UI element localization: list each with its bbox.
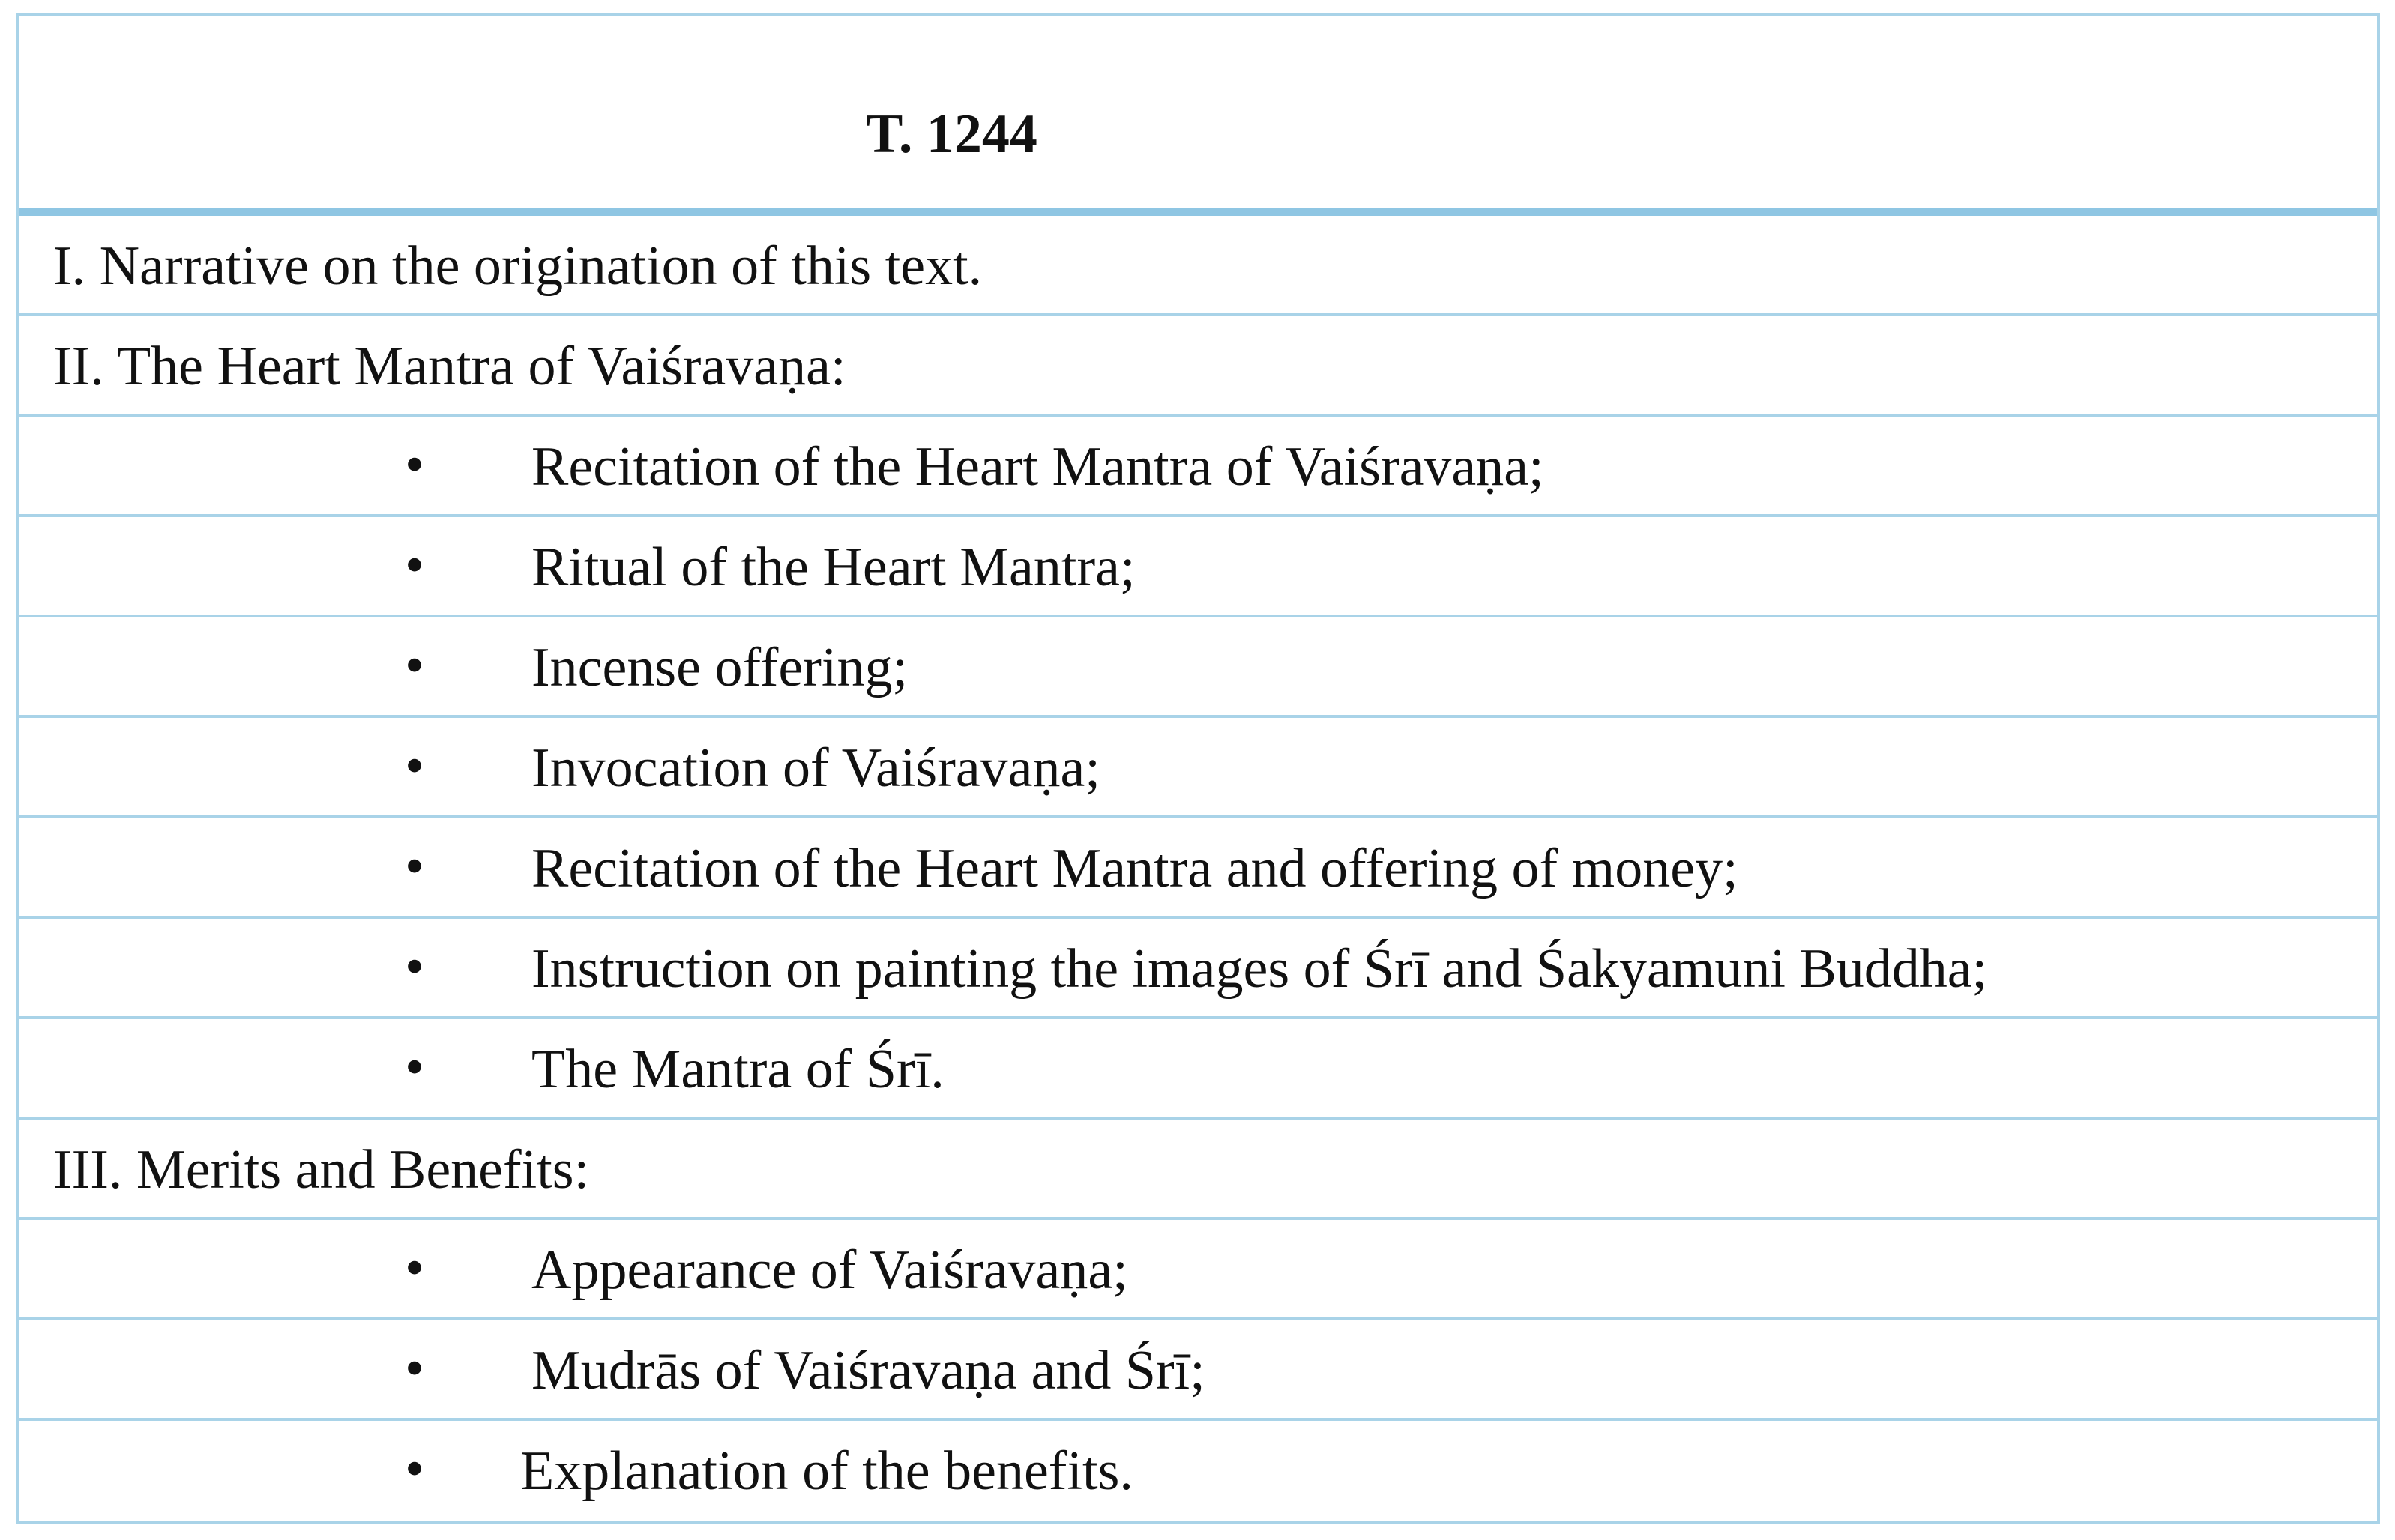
outline-table [16, 13, 2380, 1524]
section-heading: I. Narrative on the origination of this text. [53, 235, 983, 297]
bullet-row [19, 919, 2377, 1019]
bullet-icon: • [405, 1438, 424, 1500]
bullet-item: Mudrās of Vaiśravaṇa and Śrī; [531, 1340, 1205, 1401]
bullet-row [19, 1220, 2377, 1320]
bullet-item: Ritual of the Heart Mantra; [531, 537, 1136, 598]
bullet-item: Incense offering; [531, 637, 909, 698]
section-heading: III. Merits and Benefits: [53, 1139, 590, 1201]
bullet-row [19, 517, 2377, 617]
bullet-row [19, 818, 2377, 919]
bullet-item: Explanation of the benefits. [520, 1440, 1133, 1502]
bullet-item: Recitation of the Heart Mantra of Vaiśravaṇa; [531, 436, 1544, 498]
section-heading-row [19, 1120, 2377, 1220]
bullet-icon: • [405, 1237, 424, 1299]
bullet-item: Recitation of the Heart Mantra and offering of money; [531, 838, 1738, 899]
bullet-item: Appearance of Vaiśravaṇa; [531, 1239, 1128, 1301]
bullet-row [19, 718, 2377, 818]
title-row [19, 16, 2377, 216]
bullet-item: Instruction on painting the images of Śrī and Śakyamuni Buddha; [531, 938, 1988, 1000]
outline-rows [19, 216, 2377, 1521]
bullet-row [19, 417, 2377, 517]
bullet-icon: • [405, 1338, 424, 1399]
section-heading: II. The Heart Mantra of Vaiśravaṇa: [53, 336, 846, 397]
bullet-icon: • [405, 434, 424, 495]
section-heading-row [19, 216, 2377, 316]
bullet-icon: • [405, 1036, 424, 1098]
bullet-item: Invocation of Vaiśravaṇa; [531, 737, 1100, 799]
bullet-item: The Mantra of Śrī. [531, 1039, 945, 1100]
bullet-row [19, 1019, 2377, 1120]
table-title: T. 1244 [866, 103, 1037, 165]
bullet-row [19, 617, 2377, 718]
bullet-row [19, 1320, 2377, 1421]
bullet-icon: • [405, 936, 424, 997]
bullet-row [19, 1421, 2377, 1521]
bullet-icon: • [405, 635, 424, 696]
bullet-icon: • [405, 836, 424, 897]
bullet-icon: • [405, 735, 424, 797]
bullet-icon: • [405, 534, 424, 596]
section-heading-row [19, 316, 2377, 417]
